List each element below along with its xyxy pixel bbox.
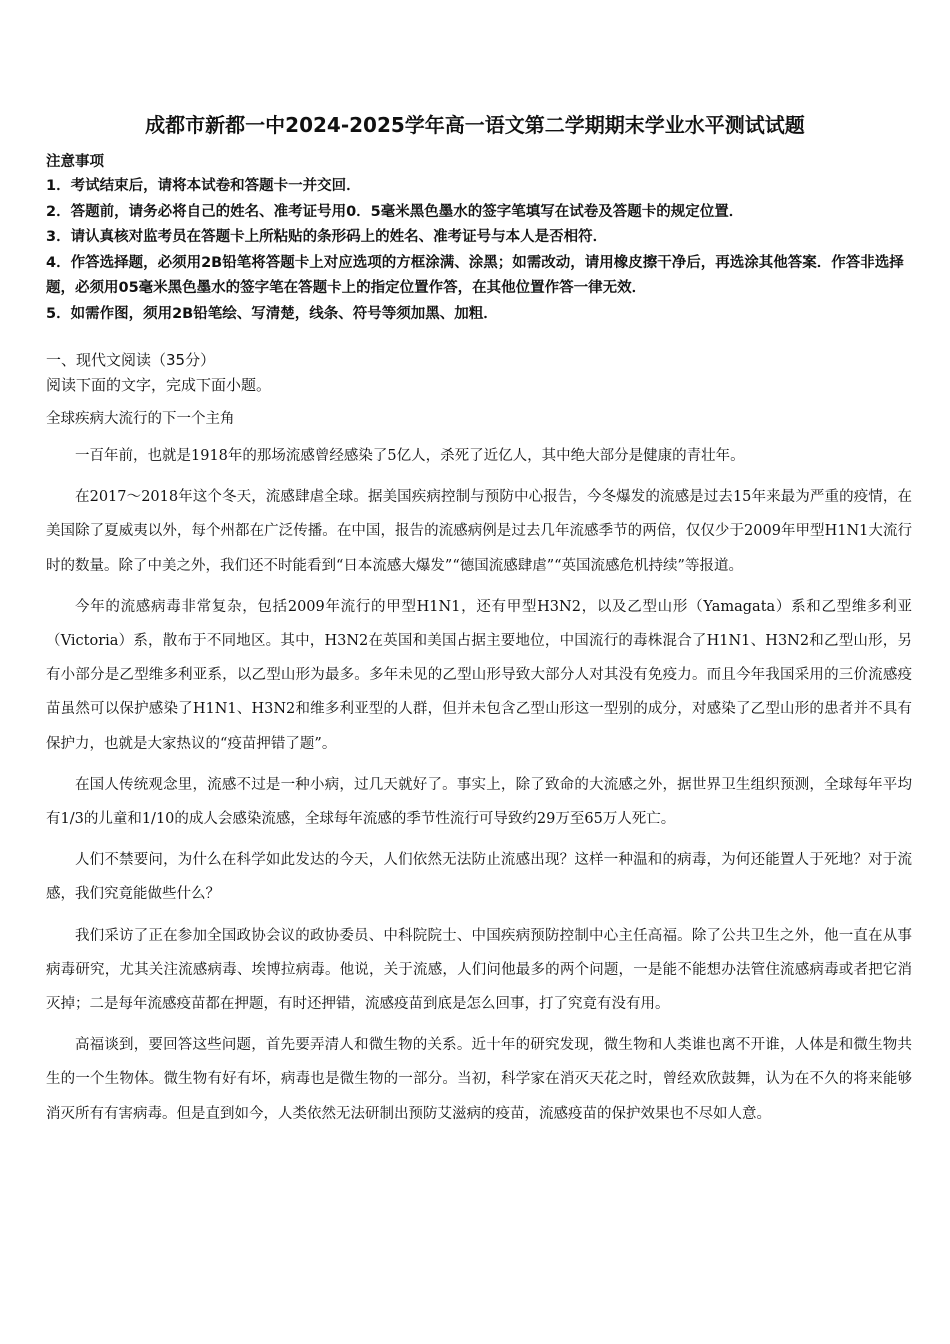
- article-paragraph: 人们不禁要问，为什么在科学如此发达的今天，人们依然无法防止流感出现？这样一种温和的病毒，为何还能置人于死地？对于流感，我们究竟能做些什么？: [46, 852, 912, 903]
- notice-item: 4．作答选择题，必须用2B铅笔将答题卡上对应选项的方框涂满、涂黑；如需改动，请用橡皮擦干净后，再选涂其他答案．作答非选择题，必须用05毫米黑色墨水的签字笔在答题卡上的指定位置作答，在其他位置作答一律无效．: [46, 254, 904, 296]
- section-header: [46, 348, 910, 398]
- article-paragraph: 一百年前，也就是1918年的那场流感曾经感染了5亿人，杀死了近亿人，其中绝大部分是健康的青壮年。: [75, 448, 745, 464]
- article-paragraph: 高福谈到，要回答这些问题，首先要弄清人和微生物的关系。近十年的研究发现，微生物和人类谁也离不开谁，人体是和微生物共生的一个生物体。微生物有好有坏，病毒也是微生物的一部分。当初，科学家在消灭天花之时，曾经欢欣鼓舞，认为在不久的将来能够消灭所有有害病毒。但是直到如今，人类依然无法研制出预防艾滋病的疫苗，流感疫苗的保护效果也不尽如人意。: [46, 1037, 912, 1122]
- notice-item: 1．考试结束后，请将本试卷和答题卡一并交回．: [46, 178, 361, 194]
- exam-title: 成都市新都一中2024-2025学年高一语文第二学期期末学业水平测试试题: [145, 113, 805, 137]
- reading-passage: [46, 406, 912, 1138]
- article-paragraph: 我们采访了正在参加全国政协会议的政协委员、中科院院士、中国疾病预防控制中心主任高福。除了公共卫生之外，他一直在从事病毒研究，尤其关注流感病毒、埃博拉病毒。他说，关于流感，人们问他最多的两个问题，一是能不能想办法管住流感病毒或者把它消灭掉；二是每年流感疫苗都在押题，有时还押错，流感疫苗到底是怎么回事，打了究竟有没有用。: [46, 927, 912, 1013]
- notice-item: 2．答题前，请务必将自己的姓名、准考证号用0．5毫米黑色墨水的签字笔填写在试卷及答题卡的规定位置．: [46, 203, 744, 220]
- notice-item: 5．如需作图，须用2B铅笔绘、写清楚，线条、符号等须加黑、加粗．: [46, 305, 498, 322]
- section-heading: 一、现代文阅读（35分）: [46, 351, 216, 369]
- article-title: 全球疾病大流行的下一个主角: [46, 411, 235, 427]
- notice-block: [46, 150, 910, 327]
- section-instruction: 阅读下面的文字，完成下面小题。: [46, 376, 272, 394]
- notice-heading: 注意事项: [46, 154, 104, 170]
- article-paragraph: 今年的流感病毒非常复杂，包括2009年流行的甲型H1N1，还有甲型H3N2，以及乙型山形（Yamagata）系和乙型维多利亚（Victoria）系，散布于不同地区。其中，H3N2在英国和美国占据主要地位，中国流行的毒株混合了H1N1、H3N2和乙型山形，另有小部分是乙型维多利亚系，以乙型山形为最多。多年未见的乙型山形导致大部分人对其没有免疫力。而且今年我国采用的三价流感疫苗虽然可以保护感染了H1N1、H3N2和维多利亚型的人群，但并未包含乙型山形这一型别的成分，对感染了乙型山形的患者并不具有保护力，也就是大家热议的“疫苗押错了题”。: [46, 598, 912, 752]
- article-paragraph: 在2017～2018年这个冬天，流感肆虐全球。据美国疾病控制与预防中心报告，今冬爆发的流感是过去15年来最为严重的疫情，在美国除了夏威夷以外，每个州都在广泛传播。在中国，报告的流感病例是过去几年流感季节的两倍，仅仅少于2009年甲型H1N1大流行时的数量。除了中美之外，我们还不时能看到“日本流感大爆发”“德国流感肆虐”“英国流感危机持续”等报道。: [46, 489, 912, 574]
- article-paragraph: 在国人传统观念里，流感不过是一种小病，过几天就好了。事实上，除了致命的大流感之外，据世界卫生组织预测，全球每年平均有1/3的儿童和1/10的成人会感染流感，全球每年流感的季节性流行可导致约29万至65万人死亡。: [46, 776, 912, 828]
- notice-item: 3．请认真核对监考员在答题卡上所粘贴的条形码上的姓名、准考证号与本人是否相符．: [46, 229, 608, 245]
